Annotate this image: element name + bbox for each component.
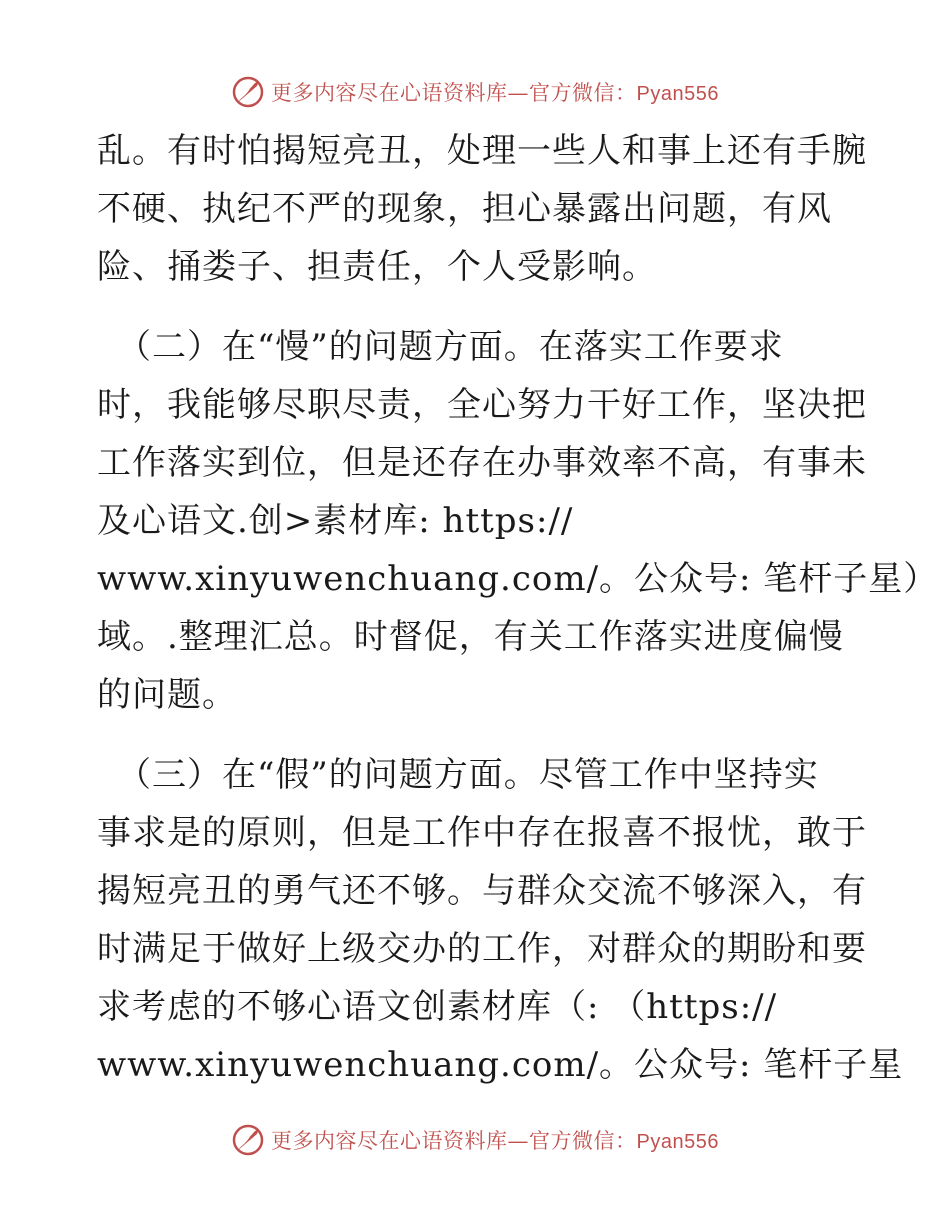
text-line: 的问题。 (97, 675, 237, 715)
text-line: 工作落实到位，但是还存在办事效率不高，有事未 (97, 443, 867, 483)
paragraph-2 (97, 318, 939, 724)
text-line: www.xinyuwenchuang.com/。公众号: 笔杆子星） (97, 559, 939, 599)
text-line: www.xinyuwenchuang.com/。公众号: 笔杆子星 (97, 1045, 904, 1085)
text-line: （二）在“慢”的问题方面。在落实工作要求 (117, 327, 784, 367)
text-line: （三）在“假”的问题方面。尽管工作中坚持实 (117, 755, 819, 795)
text-line: 不硬、执纪不严的现象，担心暴露出问题，有风 (97, 189, 832, 229)
text-line: 域。.整理汇总。时督促，有关工作落实进度偏慢 (97, 617, 844, 657)
banner-text: 更多内容尽在心语资料库—官方微信：Pyan556 (271, 81, 719, 105)
text-line: 事求是的原则，但是工作中存在报喜不报忧，敢于 (97, 813, 867, 853)
quill-logo-icon (231, 1123, 265, 1157)
banner-text: 更多内容尽在心语资料库—官方微信：Pyan556 (271, 1129, 719, 1153)
text-line: 乱。有时怕揭短亮丑，处理一些人和事上还有手腕 (97, 131, 867, 171)
paragraph-3 (97, 746, 904, 1094)
header-banner (0, 72, 950, 112)
text-line: 揭短亮丑的勇气还不够。与群众交流不够深入，有 (97, 871, 867, 911)
text-line: 及心语文.创>素材库: https:// (97, 501, 574, 541)
banner-wechat: Pyan556 (636, 1131, 719, 1153)
text-line: 求考虑的不够心语文创素材库（: （https:// (97, 987, 778, 1027)
quill-logo-icon (231, 75, 265, 109)
banner-wechat: Pyan556 (636, 83, 719, 105)
text-line: 时，我能够尽职尽责，全心努力干好工作，坚决把 (97, 385, 867, 425)
text-line: 险、捅娄子、担责任，个人受影响。 (97, 247, 657, 287)
footer-banner (0, 1120, 950, 1160)
document-body (97, 122, 939, 1094)
text-line: 时满足于做好上级交办的工作，对群众的期盼和要 (97, 929, 867, 969)
paragraph-1 (97, 122, 867, 296)
